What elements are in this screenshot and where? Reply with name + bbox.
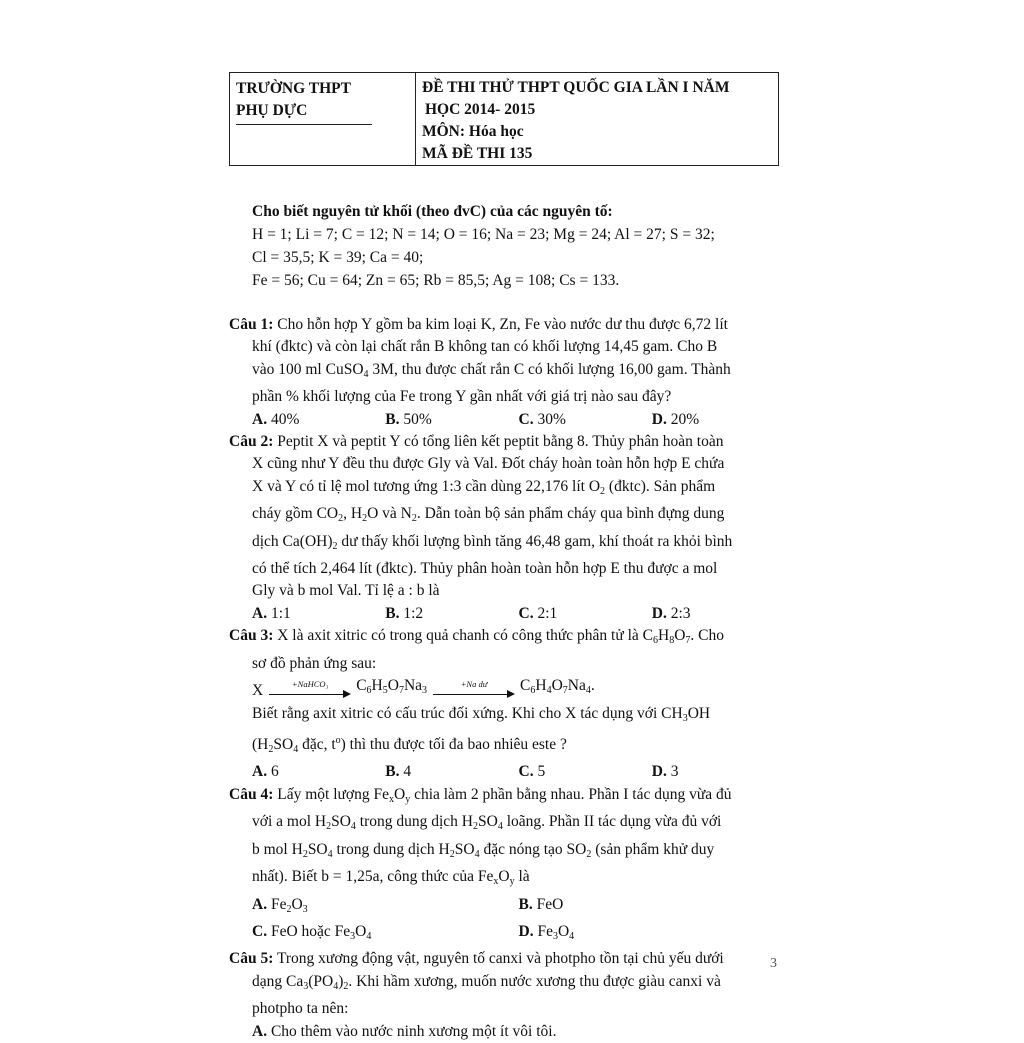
- answer-options: [229, 603, 785, 625]
- text-run: C: [520, 677, 531, 695]
- option-c: [519, 761, 652, 783]
- question-label: Câu 3:: [229, 627, 274, 645]
- atomic-mass-line3: Fe = 56; Cu = 64; Zn = 65; Rb = 85,5; Ag = 108; Cs = 133.: [252, 272, 620, 289]
- text-run: 3M, thu được chất rắn C có khối lượng 16,00 gam. Thành: [368, 360, 731, 378]
- option-label: C.: [518, 410, 534, 428]
- text-run: (H: [252, 736, 269, 754]
- subscript: 3: [303, 980, 309, 992]
- subscript: 3: [350, 930, 356, 942]
- text-run: là: [514, 868, 530, 886]
- subscript: 4: [333, 980, 339, 992]
- reactant-x: X: [252, 682, 264, 700]
- answer-options-row-2: [229, 921, 785, 948]
- subscript: 2: [600, 485, 606, 497]
- subscript: 2: [286, 903, 292, 915]
- school-cell: [230, 73, 416, 165]
- text-run: O: [387, 677, 399, 695]
- question-text-line: [229, 703, 785, 730]
- text-run: . Cho: [690, 627, 725, 645]
- option-label: C.: [252, 922, 268, 940]
- text-run: C: [356, 677, 367, 695]
- option-text: 1:1: [267, 604, 291, 622]
- subscript: 8: [669, 635, 675, 647]
- text-run: SO: [478, 813, 498, 831]
- option-label: B.: [518, 895, 533, 913]
- option-a: [252, 761, 385, 783]
- atomic-mass-line2: Cl = 35,5; K = 39; Ca = 40;: [252, 249, 424, 266]
- option-text: 40%: [267, 410, 300, 428]
- option-c: [519, 409, 652, 431]
- option-b: [385, 761, 518, 783]
- reaction-arrow-1: [269, 678, 351, 703]
- subscript: 4: [350, 821, 356, 833]
- text-run: H: [658, 627, 670, 645]
- text-run: dư thấy khối lượng bình tăng 46,48 gam, khí thoát ra khỏi bình: [337, 532, 733, 550]
- text-run: với a mol H: [252, 813, 327, 831]
- text-run: đặc nóng tạo SO: [479, 840, 587, 858]
- text-run: SO: [331, 813, 351, 831]
- subscript: 2: [449, 848, 455, 860]
- subscript: x: [388, 793, 394, 805]
- subscript: 4: [569, 930, 575, 942]
- subscript: 7: [685, 635, 691, 647]
- reaction-scheme: [229, 675, 785, 702]
- text-run: (sản phẩm khử duy: [591, 840, 715, 858]
- answer-options: [229, 409, 785, 431]
- subscript: 2: [411, 513, 417, 525]
- question-label: Câu 1:: [229, 316, 274, 333]
- question-text-line: [229, 503, 785, 530]
- text-run: SO: [307, 840, 328, 858]
- text-run: ): [338, 972, 344, 990]
- question-text-line: [229, 476, 785, 503]
- product-1: [356, 675, 427, 702]
- option-label: D.: [651, 410, 667, 428]
- arrow-head-icon: [343, 690, 351, 698]
- text-run: b mol H: [252, 840, 303, 858]
- subscript: y: [405, 793, 411, 805]
- subscript: 6: [653, 635, 659, 647]
- option-text: 20%: [666, 410, 700, 428]
- arrow-shaft: [433, 694, 509, 695]
- option-label: D.: [651, 763, 667, 781]
- subscript: 4: [546, 685, 552, 697]
- question-stem-line: [229, 948, 785, 970]
- text-run: OH: [687, 704, 711, 722]
- subscript: 2: [302, 848, 308, 860]
- option-a: [252, 603, 385, 625]
- option-a: [252, 409, 385, 431]
- arrow-head-icon: [507, 690, 515, 698]
- reaction-arrow-2: [433, 678, 515, 703]
- option-label: A.: [252, 604, 268, 622]
- question-stem-line: [229, 431, 785, 453]
- text-run: dịch Ca(OH): [252, 532, 333, 550]
- subscript: 3: [422, 685, 428, 697]
- subscript: 2: [268, 744, 274, 756]
- option-text: 6: [267, 763, 279, 781]
- text-run: SO: [273, 736, 294, 754]
- exam-title-line1: ĐỀ THI THỬ THPT QUỐC GIA LẦN I NĂM: [422, 79, 730, 96]
- text-run: O và N: [367, 505, 412, 523]
- subscript: 6: [366, 685, 372, 697]
- subscript: x: [493, 876, 499, 888]
- subscript: 7: [398, 685, 404, 697]
- option-d: [652, 761, 785, 783]
- option-label: B.: [385, 604, 400, 622]
- text-run: O: [393, 785, 406, 803]
- option-text: 30%: [533, 410, 566, 428]
- answer-options: [229, 761, 785, 783]
- option-c: [519, 603, 652, 625]
- atomic-mass-title: Cho biết nguyên tử khối (theo đvC) của các nguyên tố:: [252, 203, 613, 220]
- question-text-line: [229, 866, 785, 893]
- subscript: 4: [363, 368, 369, 380]
- question-text-line: phần % khối lượng của Fe trong Y gần nhất với giá trị nào sau đây?: [252, 388, 672, 406]
- question-text-line: [229, 531, 785, 558]
- question-4: [229, 784, 785, 948]
- option-b: [519, 894, 786, 921]
- text-run: O: [291, 895, 303, 913]
- question-text: Peptit X và peptit Y có tổng liên kết peptit bằng 8. Thủy phân hoàn toàn: [273, 433, 724, 451]
- question-1: [229, 314, 785, 431]
- option-text: 50%: [399, 410, 432, 428]
- text-run: SO: [454, 840, 475, 858]
- subscript: 4: [293, 744, 299, 756]
- text-run: . Dẫn toàn bộ sản phẩm cháy qua bình đựng dung: [416, 505, 725, 523]
- exam-info-cell: [416, 73, 778, 165]
- question-label: Câu 4:: [229, 785, 274, 803]
- subscript: 4: [366, 930, 372, 942]
- subscript: 3: [302, 903, 308, 915]
- subscript: 3: [682, 712, 688, 724]
- question-5: [229, 948, 785, 1043]
- subscript: y: [509, 876, 515, 888]
- question-text-line: [229, 730, 785, 762]
- option-text: Cho thêm vào nước ninh xương một ít vôi tôi.: [267, 1022, 557, 1040]
- subscript: 4: [327, 848, 333, 860]
- question-text: Trong xương động vật, nguyên tố canxi và photpho tồn tại chủ yếu dưới: [273, 950, 724, 968]
- school-name-line1: TRƯỜNG THPT: [236, 80, 351, 97]
- arrow-label: +NaHCO₃: [291, 678, 329, 689]
- subscript: 2: [332, 540, 338, 552]
- text-run: loãng. Phần II tác dụng vừa đủ với: [502, 813, 722, 831]
- text-run: . Khi hầm xương, muốn nước xương thu được giàu canxi và: [348, 972, 721, 990]
- option-text: 2:1: [533, 604, 558, 622]
- subscript: 2: [343, 980, 349, 992]
- option-text: FeO: [532, 895, 564, 913]
- option-label: A.: [252, 1022, 268, 1040]
- option-label: C.: [518, 604, 534, 622]
- subscript: 7: [562, 685, 568, 697]
- subscript: 4: [585, 685, 591, 697]
- question-text-line: Gly và b mol Val. Tỉ lệ a : b là: [252, 582, 440, 600]
- subscript: 6: [530, 685, 536, 697]
- text-run: O: [551, 677, 563, 695]
- atomic-mass-block: [252, 200, 792, 292]
- text-run: ) thì thu được tối đa bao nhiêu este ?: [340, 736, 567, 754]
- subscript: 3: [552, 930, 558, 942]
- question-stem-line: [229, 625, 785, 652]
- question-text-line: có thể tích 2,464 lít (đktc). Thủy phân hoàn toàn hỗn hợp E thu được a mol: [252, 560, 718, 578]
- question-text-line: photpho ta nên:: [252, 1000, 349, 1018]
- question-text-line: khí (đktc) và còn lại chất rắn B không tan có khối lượng 14,45 gam. Cho B: [252, 338, 718, 356]
- option-label: C.: [518, 763, 534, 781]
- exam-title-line2: HỌC 2014- 2015: [425, 101, 536, 118]
- text-run: chia làm 2 phần bằng nhau. Phần I tác dụng vừa đủ: [410, 785, 732, 803]
- atomic-mass-line1: H = 1; Li = 7; C = 12; N = 14; O = 16; Na = 23; Mg = 24; Al = 27; S = 32;: [252, 226, 715, 243]
- questions: [229, 314, 785, 1043]
- text-run: dạng Ca: [252, 972, 304, 990]
- text-run: X và Y có tỉ lệ mol tương ứng 1:3 cần dùng 22,176 lít O: [252, 477, 601, 495]
- question-2: [229, 431, 785, 625]
- text-run: , H: [343, 505, 363, 523]
- question-text: Cho hỗn hợp Y gồm ba kim loại K, Zn, Fe vào nước dư thu được 6,72 lít: [273, 316, 728, 333]
- option-a: [252, 894, 519, 921]
- option-text: 1:2: [399, 604, 424, 622]
- option-text: 2:3: [666, 604, 691, 622]
- question-text-line: sơ đồ phản ứng sau:: [252, 654, 377, 672]
- option-label: A.: [252, 763, 268, 781]
- subscript: 4: [474, 848, 480, 860]
- school-name-line2: PHỤ DỰC: [236, 102, 308, 119]
- question-text-line: [229, 839, 785, 866]
- option-c: [252, 921, 519, 948]
- text-run: cháy gồm CO: [252, 505, 339, 523]
- text-run: .: [590, 677, 595, 695]
- exam-code: MÃ ĐỀ THI 135: [422, 145, 533, 162]
- question-text: X là axit xitric có trong quả chanh có công thức phân tử là C: [273, 627, 654, 645]
- text-run: Biết rằng axit xitric có cấu trúc đối xứng. Khi cho X tác dụng với CH: [252, 704, 683, 722]
- text-run: O: [557, 922, 570, 940]
- question-text-line: X cũng như Y đều thu được Gly và Val. Đốt cháy hoàn toàn hỗn hợp E chứa: [252, 455, 725, 473]
- arrow-shaft: [269, 694, 345, 695]
- option-label: A.: [252, 410, 268, 428]
- subscript: 2: [338, 513, 344, 525]
- option-label: B.: [385, 763, 400, 781]
- subscript: 5: [382, 685, 388, 697]
- question-text-line: [229, 811, 785, 838]
- header-table: [229, 72, 779, 166]
- subscript: 2: [326, 821, 332, 833]
- text-run: H: [371, 677, 383, 695]
- text-run: (PO: [308, 972, 334, 990]
- option-label: B.: [385, 410, 400, 428]
- product-2: [520, 675, 595, 702]
- text-run: H: [535, 677, 547, 695]
- arrow-label: +Na dư: [460, 678, 488, 689]
- option-b: [385, 603, 518, 625]
- option-b: [385, 409, 518, 431]
- option-d: [519, 921, 786, 948]
- question-label: Câu 5:: [229, 950, 274, 968]
- text-run: Na: [403, 677, 423, 695]
- text-run: (đktc). Sản phẩm: [605, 477, 716, 495]
- text-run: nhất). Biết b = 1,25a, công thức của Fe: [252, 868, 494, 886]
- option-text: 4: [399, 763, 412, 781]
- text-run: vào 100 ml CuSO: [252, 360, 364, 378]
- question-stem-line: [229, 784, 785, 811]
- text-run: Fe: [267, 895, 287, 913]
- option-label: D.: [651, 604, 667, 622]
- text-run: FeO hoặc Fe: [267, 922, 351, 940]
- option-label: A.: [252, 895, 268, 913]
- text-run: O: [498, 868, 510, 886]
- page-number: 3: [770, 956, 777, 971]
- text-run: O: [674, 627, 686, 645]
- text-run: Fe: [533, 922, 553, 940]
- option-label: D.: [518, 922, 534, 940]
- subscript: 4: [497, 821, 503, 833]
- text-run: trong dung dịch H: [355, 813, 474, 831]
- text-run: Na: [567, 677, 586, 695]
- school-underline: [236, 124, 372, 125]
- option-d: [652, 409, 785, 431]
- option-d: [652, 603, 785, 625]
- subscript: 2: [362, 513, 368, 525]
- question-label: Câu 2:: [229, 433, 274, 451]
- superscript: o: [335, 734, 341, 746]
- question-text-line: [229, 359, 785, 386]
- question-stem-line: [229, 314, 785, 336]
- question-text-line: [229, 971, 785, 998]
- option-text: 5: [533, 763, 546, 781]
- subscript: 2: [586, 848, 592, 860]
- subscript: 2: [473, 821, 479, 833]
- text-run: đặc, t: [298, 736, 336, 754]
- text-run: O: [355, 922, 367, 940]
- question-3: [229, 625, 785, 784]
- text-run: Lấy một lượng Fe: [273, 785, 389, 803]
- option-text: 3: [666, 763, 679, 781]
- text-run: trong dung dịch H: [332, 840, 450, 858]
- answer-options-row-1: [229, 894, 785, 921]
- exam-subject: MÔN: Hóa học: [422, 123, 524, 140]
